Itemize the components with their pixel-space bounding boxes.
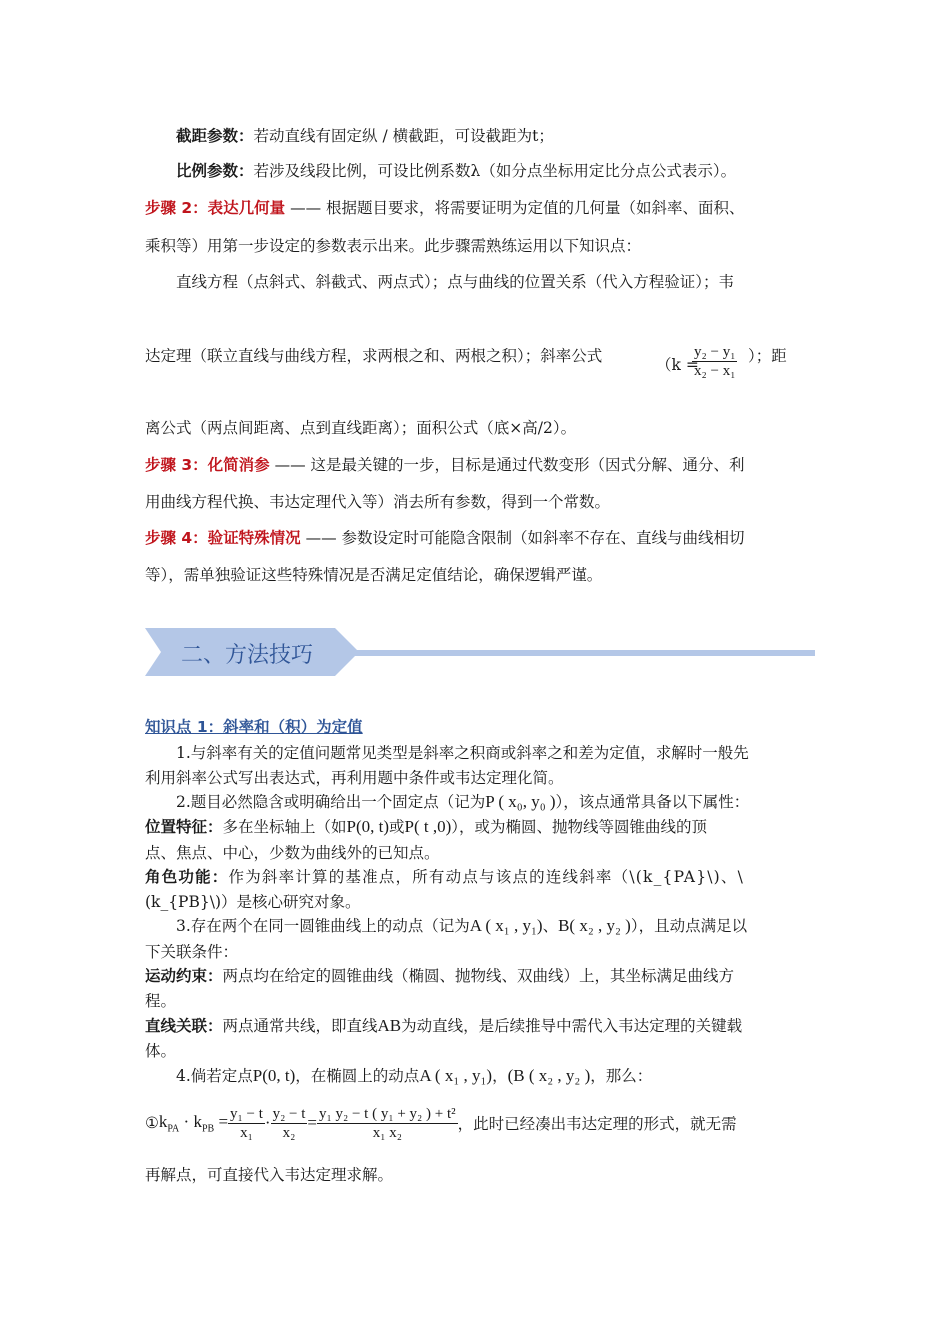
p4-point-a: A ( x₁ , y₁)	[419, 1066, 493, 1085]
role-line2: (k_{PB}\)）是核心研究对象。	[145, 893, 361, 911]
slope-denominator: x₂ − x₁	[694, 363, 736, 379]
intercept-param-line	[176, 126, 554, 146]
kp1-p4-line	[176, 1066, 652, 1086]
frac2-denominator: x₂	[282, 1124, 296, 1141]
step3-line2: 用曲线方程代换、韦达定理代入等）消去所有参数，得到一个常数。	[145, 493, 611, 511]
step3-text: —— 这是最关键的一步，目标是通过代数变形（因式分解、通分、利	[269, 456, 745, 474]
kp1-p4-tail: ，那么：	[590, 1067, 653, 1085]
step4-line	[145, 528, 745, 548]
p4-point-b: (B ( x₂ , y₂ )	[507, 1066, 591, 1085]
kp1-title: 知识点 1：斜率和（积）为定值	[145, 718, 363, 736]
position-feature-line	[145, 817, 707, 837]
frac1-denominator: x₁	[240, 1124, 253, 1141]
formula-sub-pb: PB	[201, 1123, 215, 1135]
line-relation-line	[145, 1016, 742, 1036]
position-math1: P(0, t)	[346, 817, 390, 836]
slope-prefix: （k =	[656, 356, 699, 374]
p4-point-p: P(0, t)	[252, 1066, 296, 1085]
formula-dot2: ·	[264, 1113, 271, 1132]
line-relation-text2: 为动直线，是后续推导中需代入韦达定理的关键载	[401, 1017, 743, 1035]
formula-tail: ，此时已经凑出韦达定理的形式，就无需	[457, 1115, 737, 1133]
position-text: 多在坐标轴上（如	[222, 818, 347, 836]
banner-rule	[350, 650, 815, 656]
step2-line	[145, 198, 745, 218]
kp1-p2-tail: ），该点通常具备以下属性：	[555, 793, 750, 811]
section-banner	[145, 628, 815, 676]
formula-dot: · k	[179, 1111, 202, 1131]
formula-eq2: =	[307, 1113, 318, 1132]
knowledge-line2-text: 达定理（联立直线与曲线方程，求两根之和、两根之积）；斜率公式	[145, 347, 603, 365]
kp1-p3-tail: ），且动点满足以	[630, 917, 748, 935]
kp1-p4-text: 4.倘若定点	[176, 1067, 253, 1085]
knowledge-line1: 直线方程（点斜式、斜截式、两点式）；点与曲线的位置关系（代入方程验证）；韦	[176, 273, 735, 291]
motion-line	[145, 966, 734, 986]
ratio-param-line	[176, 161, 736, 181]
step2-text: —— 根据题目要求，将需要证明为定值的几何量（如斜率、面积、	[285, 199, 745, 217]
frac3-numerator: y₁ y₂ − t ( y₁ + y₂ ) + t²	[319, 1105, 456, 1122]
knowledge-line2	[145, 346, 602, 366]
kp1-p2-line	[176, 792, 749, 812]
position-label: 位置特征：	[145, 818, 223, 836]
position-math2: P( t ,0)	[404, 817, 452, 836]
step3-line	[145, 455, 745, 475]
motion-text: 两点均在给定的圆锥曲线（椭圆、抛物线、双曲线）上，其坐标满足曲线方	[222, 967, 735, 985]
role-text: 作为斜率计算的基准点，所有动点与该点的连线斜率（\(k_{PA}\)、\	[228, 868, 745, 886]
step4-label: 步骤 4：验证特殊情况	[145, 529, 301, 547]
last-line: 再解点，可直接代入韦达定理求解。	[145, 1166, 394, 1184]
formula-k: k	[158, 1111, 168, 1131]
kp1-p4-sep: ，	[492, 1067, 508, 1085]
formula-circle-number: ①	[145, 1114, 159, 1132]
kp1-p3-sep: 、	[542, 917, 559, 935]
slope-fraction	[692, 343, 737, 380]
role-label: 角色功能：	[145, 868, 229, 886]
kp1-p3-line2: 下关联条件：	[145, 943, 239, 961]
line-relation-line2: 体。	[145, 1042, 177, 1060]
kp1-p1-line2: 利用斜率公式写出表达式，再利用题中条件或韦达定理化简。	[145, 769, 564, 787]
line-relation-label: 直线关联：	[145, 1017, 223, 1035]
slope-tail: ）；距	[748, 347, 787, 365]
step4-line2: 等），需单独验证这些特殊情况是否满足定值结论，确保逻辑严谨。	[145, 566, 603, 584]
formula-line	[145, 1098, 737, 1148]
fixed-point-math: P ( x₀, y₀ )	[485, 792, 556, 811]
position-tail: ），或为椭圆、抛物线等圆锥曲线的顶	[451, 818, 708, 836]
position-or: 或	[389, 818, 405, 836]
kp1-title-line	[145, 717, 363, 737]
slope-numerator: y₂ − y₁	[694, 344, 736, 360]
line-ab-math: AB	[377, 1016, 402, 1035]
frac2-numerator: y₂ − t	[272, 1105, 306, 1122]
position-line2: 点、焦点、中心，少数为曲线外的已知点。	[145, 844, 440, 862]
formula-eq: =	[214, 1111, 229, 1131]
motion-line2: 程。	[145, 992, 177, 1010]
formula-sub-pa: PA	[167, 1123, 180, 1135]
formula-frac2	[271, 1105, 308, 1142]
ratio-text: 若涉及线段比例，可设比例系数λ（如分点坐标用定比分点公式表示）。	[253, 162, 737, 180]
kp1-p3-line	[176, 916, 747, 936]
role-function-line	[145, 867, 744, 887]
kp1-p1-line1: 1.与斜率有关的定值问题常见类型是斜率之积商或斜率之和差为定值，求解时一般先	[176, 744, 749, 762]
kp1-p2-text: 2.题目必然隐含或明确给出一个固定点（记为	[176, 793, 486, 811]
intercept-text: 若动直线有固定纵 / 横截距，可设截距为t；	[253, 127, 554, 145]
step2-label: 步骤 2：表达几何量	[145, 199, 286, 217]
point-a-math: A ( x₁ , y₁)	[469, 916, 543, 935]
step4-text: —— 参数设定时可能隐含限制（如斜率不存在、直线与曲线相切	[300, 529, 745, 547]
banner-title: 二、方法技巧	[181, 643, 314, 668]
frac3-denominator: x₁ x₂	[372, 1124, 402, 1141]
formula-frac3	[317, 1105, 458, 1142]
point-b-math: B( x₂ , y₂ )	[558, 916, 631, 935]
kp1-p3-text: 3.存在两个在同一圆锥曲线上的动点（记为	[176, 917, 470, 935]
line-relation-text1: 两点通常共线，即直线	[222, 1017, 378, 1035]
intercept-label: 截距参数：	[176, 127, 254, 145]
knowledge-line3: 离公式（两点间距离、点到直线距离）；面积公式（底×高/2）。	[145, 419, 577, 437]
formula-lhs	[159, 1112, 228, 1134]
formula-frac1	[228, 1105, 265, 1142]
motion-label: 运动约束：	[145, 967, 223, 985]
frac1-numerator: y₁ − t	[230, 1105, 263, 1122]
kp1-p4-mid: ，在椭圆上的动点	[295, 1067, 420, 1085]
step2-line2: 乘积等）用第一步设定的参数表示出来。此步骤需熟练运用以下知识点：	[145, 237, 642, 255]
step3-label: 步骤 3：化简消参	[145, 456, 270, 474]
ratio-label: 比例参数：	[176, 162, 254, 180]
